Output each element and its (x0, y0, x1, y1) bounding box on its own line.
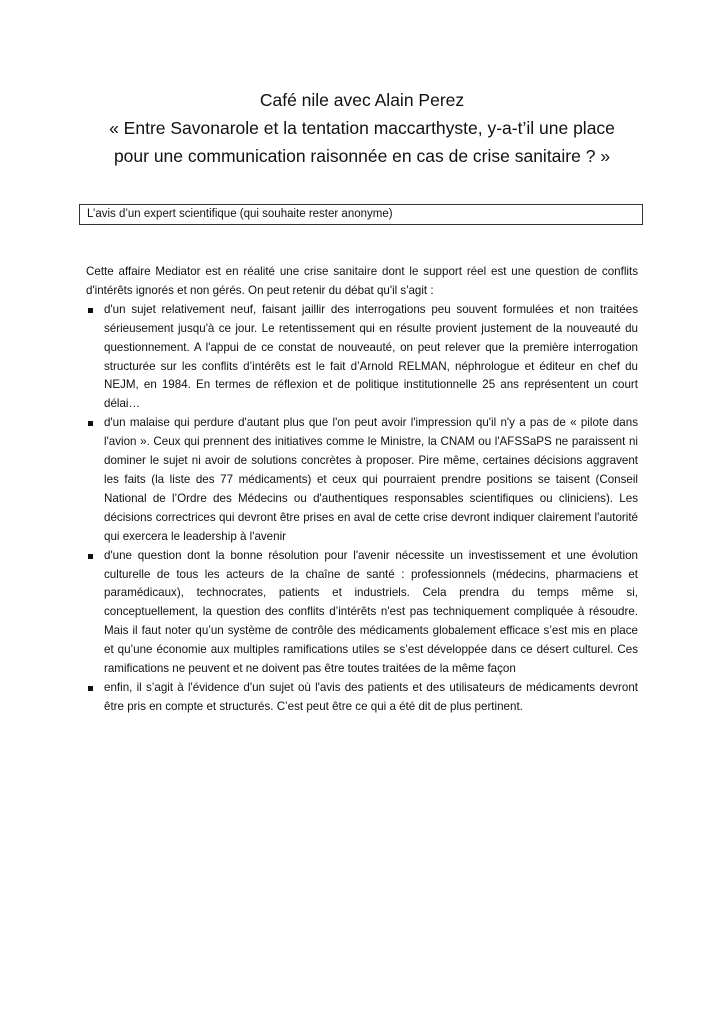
bullet-text: enfin, il s’agit à l'évidence d'un sujet où l'avis des patients et des utilisateurs de médicaments devront être pris en compte et structurés. C’est peut être ce qui a été dit de plus pertinent. (104, 680, 638, 713)
square-bullet-icon (88, 554, 93, 559)
list-item (86, 301, 638, 414)
bullet-text: d'un malaise qui perdure d'autant plus que l'on peut avoir l'impression qu'il n'y a pas de « pilote dans l'avion ». Ceux qui prennent des initiatives comme le Ministre, la CNAM ou l'AFSSaPS ne paraissent ni dominer le sujet ni avoir de solutions concrètes à proposer. Pire même, certaines décisions aggravent les faits (la liste des 77 médicaments) et ceux qui pourraient prendre positions se taisent (Conseil National de l’Ordre des Médecins ou d'authentiques responsables scientifiques ou cliniciens). Les décisions correctrices qui devront être prises en aval de cette crise devront indiquer clairement l'autorité qui exercera le leadership à l'avenir (104, 416, 638, 543)
bullet-text: d'une question dont la bonne résolution pour l'avenir nécessite un investissement et une évolution culturelle de tous les acteurs de la chaîne de santé : professionnels (médecins, pharmaciens et paramédicaux), technocrates, patients et industriels. Cela prendra du temps même si, conceptuellement, la question des conflits d’intérêts n'est pas techniquement compliquée à résoudre. Mais il faut noter qu’un système de contrôle des médicaments globalement efficace s’est mis en place et qu’une économie aux multiples ramifications utiles se s’est développée dans ce désert culturel. Ces ramifications ne peuvent et ne doivent pas être toutes traitées de la même façon (104, 548, 638, 676)
expert-opinion-box: L’avis d’un expert scientifique (qui souhaite rester anonyme) (79, 204, 643, 225)
list-item (86, 679, 638, 717)
bullet-list (86, 301, 638, 717)
square-bullet-icon (88, 308, 93, 313)
square-bullet-icon (88, 421, 93, 426)
intro-paragraph: Cette affaire Mediator est en réalité une crise sanitaire dont le support réel est une question de conflits d'intérêts ignorés et non gérés. On peut retenir du débat qu'il s'agit : (86, 265, 638, 297)
document-title (60, 86, 664, 170)
square-bullet-icon (88, 686, 93, 691)
document-body (86, 263, 638, 717)
title-line-3: pour une communication raisonnée en cas de crise sanitaire ? » (113, 146, 611, 166)
list-item (86, 547, 638, 679)
bullet-text: d'un sujet relativement neuf, faisant jaillir des interrogations peu souvent formulées et non traitées sérieusement jusqu'à ce jour. Le retentissement qui en résulte provient justement de la nouveauté du questionnement. A l'appui de ce constat de nouveauté, on peut relever que la première interrogation structurée sur les conflits d’intérêts est le fait d’Arnold RELMAN, néphrologue et éditeur en chef du NEJM, en 1984. En termes de réflexion et de politique institutionnelle 25 ans représentent un court délai… (104, 302, 638, 411)
title-line-1: Café nile avec Alain Perez (259, 90, 465, 110)
list-item (86, 414, 638, 546)
title-line-2: « Entre Savonarole et la tentation maccarthyste, y-a-t’il une place (109, 118, 615, 138)
